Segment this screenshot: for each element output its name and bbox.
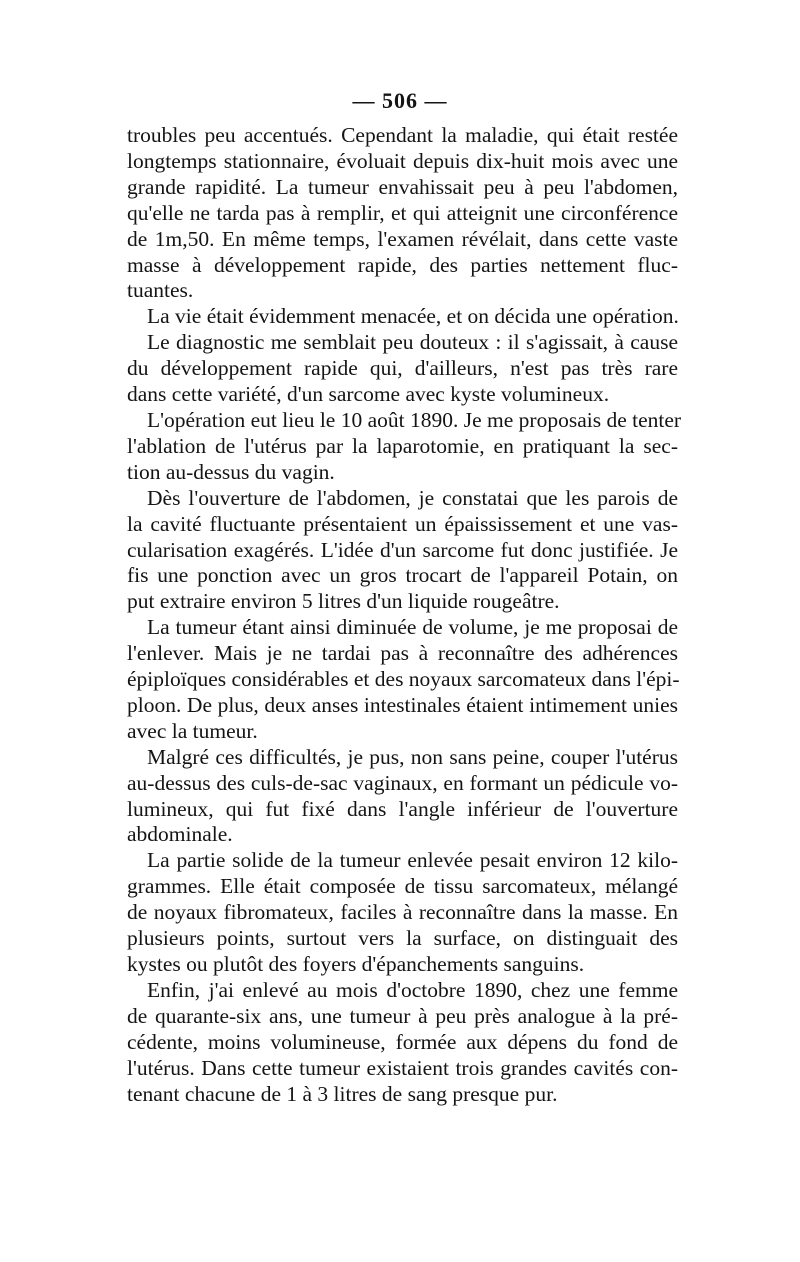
- text-line: Enfin, j'ai enlevé au mois d'octobre 1890, chez une femme: [147, 977, 678, 1002]
- text-line: La partie solide de la tumeur enlevée pesait environ 12 kilo-: [147, 848, 678, 873]
- body-text: [127, 123, 682, 1107]
- text-line: de 1m,50. En même temps, l'examen révélait, dans cette vaste: [127, 226, 678, 251]
- paragraph: [127, 848, 678, 978]
- paragraph: [127, 978, 678, 1108]
- text-line: Le diagnostic me semblait peu douteux : il s'agissait, à cause: [147, 330, 678, 355]
- text-line: l'utérus. Dans cette tumeur existaient trois grandes cavités con-: [127, 1055, 678, 1080]
- text-line: put extraire environ 5 litres d'un liquide rougeâtre.: [127, 589, 560, 614]
- text-line: dans cette variété, d'un sarcome avec kyste volumineux.: [127, 382, 610, 407]
- text-line: masse à développement rapide, des parties nettement fluc-: [127, 252, 678, 277]
- text-line: l'ablation de l'utérus par la laparotomie, en pratiquant la sec-: [127, 433, 678, 458]
- page-number: — 506 —: [352, 88, 448, 113]
- text-line: cédente, moins volumineuse, formée aux dépens du fond de: [127, 1029, 678, 1054]
- paragraph: [127, 330, 678, 408]
- text-line: longtemps stationnaire, évoluait depuis dix-huit mois avec une: [127, 148, 678, 173]
- text-line: lumineux, qui fut fixé dans l'angle inférieur de l'ouverture: [127, 796, 678, 821]
- text-line: Dès l'ouverture de l'abdomen, je constatai que les parois de: [147, 485, 678, 510]
- text-line: avec la tumeur.: [127, 718, 258, 743]
- text-line: qu'elle ne tarda pas à remplir, et qui atteignit une circonférence: [127, 200, 678, 225]
- text-line: tion au-dessus du vagin.: [127, 459, 335, 484]
- text-line: de quarante-six ans, une tumeur à peu près analogue à la pré-: [127, 1003, 678, 1028]
- text-line: La tumeur étant ainsi diminuée de volume, je me proposai de: [147, 615, 678, 640]
- text-line: cularisation exagérés. L'idée d'un sarcome fut donc justifiée. Je: [127, 537, 678, 562]
- text-line: au-dessus des culs-de-sac vaginaux, en formant un pédicule vo-: [127, 770, 678, 795]
- text-line: abdominale.: [127, 822, 233, 847]
- text-line: tenant chacune de 1 à 3 litres de sang presque pur.: [127, 1081, 558, 1106]
- text-line: fis une ponction avec un gros trocart de l'appareil Potain, on: [127, 563, 678, 588]
- text-line: grammes. Elle était composée de tissu sarcomateux, mélangé: [127, 874, 678, 899]
- text-line: grande rapidité. La tumeur envahissait peu à peu l'abdomen,: [127, 174, 678, 199]
- text-line: La vie était évidemment menacée, et on décida une opération.: [147, 304, 679, 329]
- text-line: de noyaux fibromateux, faciles à reconnaître dans la masse. En: [127, 900, 678, 925]
- paragraph: [127, 486, 678, 616]
- text-line: troubles peu accentués. Cependant la maladie, qui était restée: [127, 123, 678, 147]
- text-line: du développement rapide qui, d'ailleurs, n'est pas très rare: [127, 356, 678, 381]
- text-line: l'enlever. Mais je ne tardai pas à reconnaître des adhérences: [127, 641, 678, 666]
- paragraph: [127, 745, 678, 849]
- paragraph: [127, 407, 682, 486]
- text-line: plusieurs points, surtout vers la surface, on distinguait des: [127, 926, 678, 951]
- text-line: la cavité fluctuante présentaient un épaississement et une vas-: [127, 511, 678, 536]
- paragraph: [127, 123, 678, 304]
- paragraph: [127, 615, 678, 745]
- text-line: épiploïques considérables et des noyaux sarcomateux dans l'épi-: [127, 667, 680, 692]
- text-line: kystes ou plutôt des foyers d'épanchements sanguins.: [127, 952, 585, 976]
- paragraph: [127, 304, 678, 330]
- text-line: L'opération eut lieu le 10 août 1890. Je me proposais de tenter: [147, 407, 682, 432]
- text-line: tuantes.: [127, 278, 194, 303]
- text-line: ploon. De plus, deux anses intestinales étaient intimement unies: [127, 692, 678, 717]
- text-line: Malgré ces difficultés, je pus, non sans peine, couper l'utérus: [147, 744, 678, 769]
